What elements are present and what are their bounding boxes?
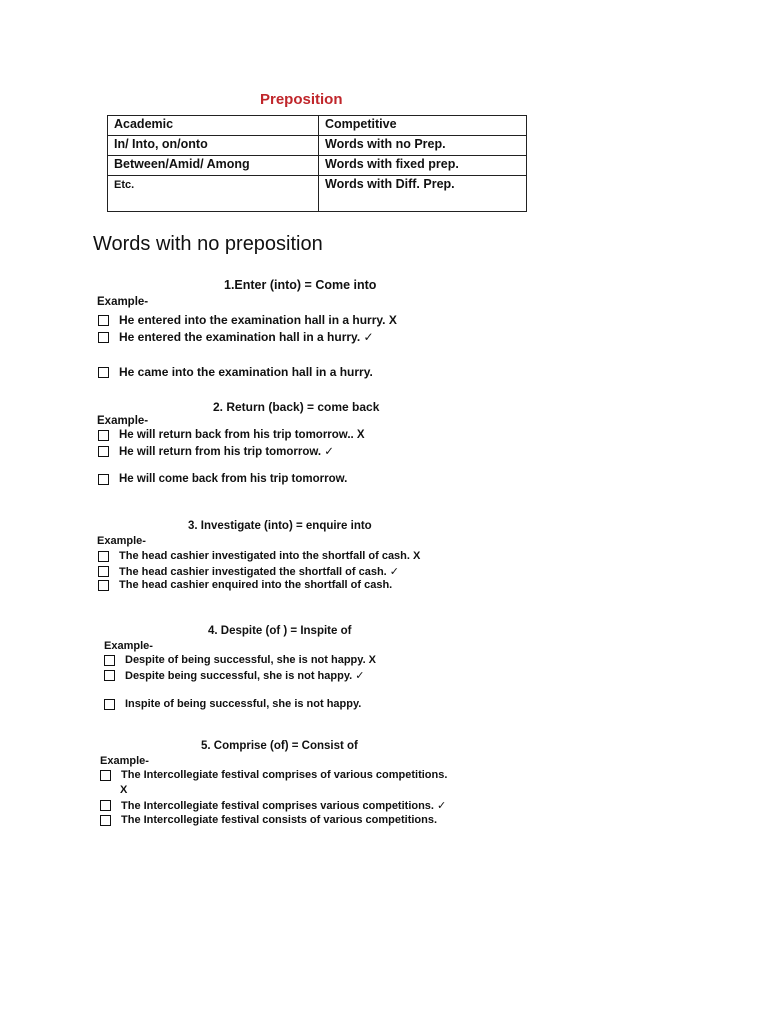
example-label: Example- bbox=[97, 415, 149, 427]
checkbox-icon bbox=[98, 430, 109, 441]
checkbox-icon bbox=[98, 566, 109, 577]
checkbox-icon bbox=[100, 770, 111, 781]
list-item-text: He will come back from his trip tomorrow. bbox=[119, 473, 348, 485]
checkbox-icon bbox=[98, 332, 109, 343]
document-title: Preposition bbox=[260, 91, 343, 108]
list-item-text: He entered into the examination hall in a hurry. X bbox=[119, 313, 397, 327]
table-cell: Between/Amid/ Among bbox=[108, 156, 319, 176]
list-item bbox=[98, 429, 365, 441]
list-item-text: He entered the examination hall in a hurry. ✓ bbox=[119, 330, 374, 344]
list-item bbox=[98, 313, 397, 327]
list-item bbox=[98, 565, 399, 578]
list-item-text: The Intercollegiate festival comprises various competitions. ✓ bbox=[121, 800, 447, 812]
checkbox-icon bbox=[100, 815, 111, 826]
table-cell: In/ Into, on/onto bbox=[108, 136, 319, 156]
table-cell: Words with fixed prep. bbox=[319, 156, 527, 176]
table-row bbox=[108, 136, 527, 156]
list-item bbox=[100, 799, 446, 812]
table-row bbox=[108, 176, 527, 212]
list-item-text: He will return from his trip tomorrow. ✓ bbox=[119, 446, 334, 458]
list-item-text: Inspite of being successful, she is not happy. bbox=[125, 698, 362, 710]
list-item bbox=[104, 698, 361, 710]
list-item-text: He came into the examination hall in a hurry. bbox=[119, 365, 373, 379]
example-label: Example- bbox=[97, 535, 146, 547]
list-item bbox=[100, 769, 447, 781]
checkbox-icon bbox=[104, 670, 115, 681]
table-cell: Etc. bbox=[108, 176, 319, 212]
list-item bbox=[98, 550, 420, 562]
list-item-text: He will return back from his trip tomorrow.. X bbox=[119, 429, 365, 441]
list-item-text: The head cashier investigated into the shortfall of cash. X bbox=[119, 550, 421, 562]
rule-title-4: 4. Despite (of ) = Inspite of bbox=[208, 625, 352, 637]
list-item-text: The head cashier investigated the shortfall of cash. ✓ bbox=[119, 566, 400, 578]
list-item bbox=[100, 814, 437, 826]
checkbox-icon bbox=[98, 315, 109, 326]
table-row bbox=[108, 116, 527, 136]
wrong-mark: X bbox=[120, 784, 128, 796]
list-item bbox=[98, 473, 347, 485]
list-item bbox=[104, 669, 364, 682]
rule-title-3: 3. Investigate (into) = enquire into bbox=[188, 520, 372, 532]
example-label: Example- bbox=[104, 640, 153, 652]
checkbox-icon bbox=[104, 655, 115, 666]
checkbox-icon bbox=[100, 800, 111, 811]
checkbox-icon bbox=[98, 551, 109, 562]
rule-title-1: 1.Enter (into) = Come into bbox=[224, 278, 377, 292]
list-item-text: The Intercollegiate festival consists of various competitions. bbox=[121, 814, 438, 826]
list-item bbox=[98, 365, 373, 379]
table-cell: Words with no Prep. bbox=[319, 136, 527, 156]
table-row bbox=[108, 156, 527, 176]
list-item-text: The Intercollegiate festival comprises of various competitions. bbox=[121, 769, 448, 781]
rule-title-5: 5. Comprise (of) = Consist of bbox=[201, 740, 358, 752]
list-item-text: The head cashier enquired into the shortfall of cash. bbox=[119, 579, 393, 591]
checkbox-icon bbox=[98, 367, 109, 378]
checkbox-icon bbox=[104, 699, 115, 710]
table-cell: Academic bbox=[108, 116, 319, 136]
rule-title-2: 2. Return (back) = come back bbox=[213, 400, 380, 414]
list-item-text: Despite of being successful, she is not happy. X bbox=[125, 654, 377, 666]
list-item-text: Despite being successful, she is not happy. ✓ bbox=[125, 670, 365, 682]
list-item bbox=[104, 654, 376, 666]
preposition-table bbox=[107, 115, 527, 212]
list-item bbox=[98, 444, 334, 458]
table-cell: Words with Diff. Prep. bbox=[319, 176, 527, 212]
example-label: Example- bbox=[97, 296, 149, 308]
checkbox-icon bbox=[98, 446, 109, 457]
table-cell: Competitive bbox=[319, 116, 527, 136]
list-item bbox=[98, 330, 374, 344]
checkbox-icon bbox=[98, 474, 109, 485]
list-item bbox=[98, 579, 392, 591]
section-heading: Words with no preposition bbox=[93, 233, 323, 255]
example-label: Example- bbox=[100, 755, 149, 767]
checkbox-icon bbox=[98, 580, 109, 591]
